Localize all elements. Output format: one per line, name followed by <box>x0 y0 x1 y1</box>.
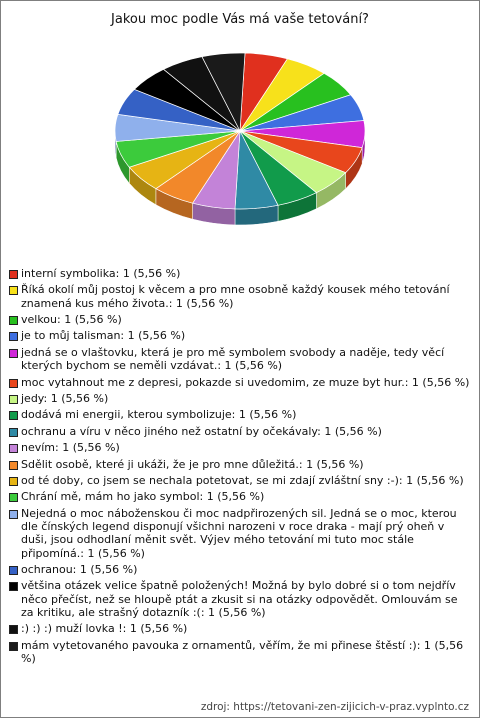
legend-label: dodává mi energii, kterou symbolizuje: 1 (5,56 %) <box>21 408 297 422</box>
legend-item <box>9 507 473 560</box>
legend-swatch <box>9 349 18 358</box>
legend-swatch <box>9 625 18 634</box>
legend-label: Říká okolí můj postoj k věcem a pro mne osobně každý kousek mého tetování znamená kus mého života.: 1 (5,56 %) <box>21 283 450 310</box>
legend-label: Sdělit osobě, které ji ukáži, že je pro mne důležitá.: 1 (5,56 %) <box>21 457 364 471</box>
chart-title: Jakou moc podle Vás má vaše tetování? <box>111 12 369 27</box>
legend-swatch <box>9 411 18 420</box>
legend-swatch <box>9 493 18 502</box>
legend-item <box>9 563 473 576</box>
legend-swatch <box>9 477 18 486</box>
legend-item <box>9 441 473 454</box>
legend-item <box>9 639 473 666</box>
legend-label: nevím: 1 (5,56 %) <box>21 441 120 455</box>
legend-swatch <box>9 286 18 295</box>
legend-swatch <box>9 428 18 437</box>
legend-label: Nejedná o moc náboženskou či moc nadpřirozených sil. Jedná se o moc, kterou dle čínských legend disponují všichni narozeni v roce draka - mají prý oheň v duši, jsou odhodlaní měnit svět. Výjev mého tetování mi tuto moc stále připomíná.: 1 (5,56 %) <box>21 506 457 560</box>
legend-swatch <box>9 316 18 325</box>
legend-label: Chrání mě, mám ho jako symbol: 1 (5,56 %) <box>21 490 265 504</box>
source-note: zdroj: https://tetovani-zen-zijicich-v-praz.vyplnto.cz <box>200 701 469 713</box>
legend-item <box>9 579 473 619</box>
legend-swatch <box>9 395 18 404</box>
legend-item <box>9 474 473 487</box>
legend-item <box>9 408 473 421</box>
legend-swatch <box>9 510 18 519</box>
legend-swatch <box>9 582 18 591</box>
legend-label: jedy: 1 (5,56 %) <box>21 391 109 405</box>
legend <box>9 267 473 668</box>
legend-item <box>9 392 473 405</box>
legend-item <box>9 376 473 389</box>
legend-item <box>9 458 473 471</box>
legend-label: :) :) :) muží lovka !: 1 (5,56 %) <box>21 622 188 636</box>
legend-item <box>9 313 473 326</box>
legend-label: velkou: 1 (5,56 %) <box>21 313 122 327</box>
legend-item <box>9 267 473 280</box>
legend-swatch <box>9 642 18 651</box>
legend-item <box>9 283 473 310</box>
legend-item <box>9 490 473 503</box>
legend-label: mám vytetovaného pavouka z ornamentů, věřím, že mi přinese štěstí :): 1 (5,56 %) <box>21 638 464 666</box>
legend-swatch <box>9 270 18 279</box>
legend-swatch <box>9 444 18 453</box>
legend-label: moc vytahnout me z depresi, pokazde si uvedomim, ze muze byt hur.: 1 (5,56 %) <box>21 375 470 389</box>
legend-label: ochranou: 1 (5,56 %) <box>21 562 138 576</box>
legend-label: od té doby, co jsem se nechala potetovat, se mi zdají zvláštní sny :-): 1 (5,56 %) <box>21 473 464 487</box>
legend-item <box>9 329 473 342</box>
legend-swatch <box>9 566 18 575</box>
legend-label: ochranu a víru v něco jiného než ostatní by očekávaly: 1 (5,56 %) <box>21 424 382 438</box>
legend-label: jedná se o vlaštovku, která je pro mě symbolem svobody a naděje, tedy věcí kterých bychom se neměli vzdávat.: 1 (5,56 %) <box>21 345 445 373</box>
legend-item <box>9 425 473 438</box>
legend-label: většina otázek velice špatně položených! Možná by bylo dobré si o tom nejdřív něco přečíst, než se hloupě ptát a zkusit si na otázky odpovědět. Omlouvám se za kritiku, ale strašný dotazník :(: 1 (5,56 %) <box>21 579 458 619</box>
pie-chart <box>1 41 479 251</box>
legend-label: interní symbolika: 1 (5,56 %) <box>21 267 181 280</box>
legend-swatch <box>9 461 18 470</box>
legend-swatch <box>9 379 18 388</box>
legend-item <box>9 622 473 635</box>
legend-item <box>9 346 473 373</box>
legend-label: je to můj talisman: 1 (5,56 %) <box>21 329 186 343</box>
legend-swatch <box>9 332 18 341</box>
